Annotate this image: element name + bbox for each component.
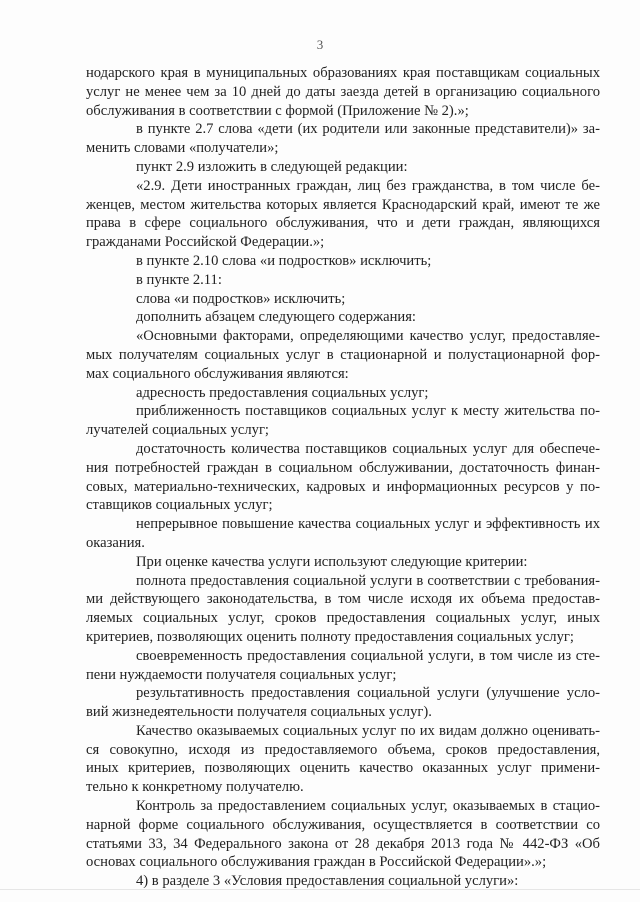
text-line: ми действующего законодательства, в том числе исходя их объема предостав-: [86, 591, 600, 608]
page-number: 3: [316, 37, 324, 52]
text-line: «Основными факторами, определяющими качество услуг, предоставляе-: [136, 328, 600, 345]
text-line: в пункте 2.11:: [136, 271, 222, 288]
text-line: приближенность поставщиков социальных услуг к месту жительства по-: [136, 403, 600, 420]
text-line: лучателей социальных услуг;: [86, 422, 269, 439]
document-body: [86, 64, 600, 891]
text-line: «2.9. Дети иностранных граждан, лиц без гражданства, в том числе бе-: [136, 177, 600, 194]
text-line: пени нуждаемости получателя социальных услуг;: [86, 666, 397, 683]
text-line: тельно к конкретному получателю.: [86, 779, 304, 796]
text-line: адресность предоставления социальных услуг;: [136, 384, 429, 401]
text-line: вий жизнедеятельности получателя социальных услуг).: [86, 704, 432, 721]
text-line: дополнить абзацем следующего содержания:: [136, 309, 416, 326]
text-line: менить словами «получатели»;: [86, 140, 279, 157]
text-line: мах социального обслуживания являются:: [86, 365, 349, 382]
text-line: мых получателям социальных услуг в стационарной и полустационарной фор-: [86, 346, 600, 363]
text-line: обслуживания в соответствии с формой (Приложение № 2).»;: [86, 102, 469, 119]
text-line: достаточность количества поставщиков социальных услуг для обеспече-: [136, 440, 600, 457]
text-line: своевременность предоставления социальной услуги, в том числе из сте-: [136, 647, 600, 664]
text-line: иных критериев, позволяющих оценить качество оказанных услуг примени-: [86, 760, 600, 777]
text-line: в пункте 2.10 слова «и подростков» исключить;: [136, 252, 432, 269]
text-line: 4) в разделе 3 «Условия предоставления социальной услуги»:: [136, 873, 519, 890]
scan-edge: [0, 889, 640, 890]
text-line: непрерывное повышение качества социальных услуг и эффективность их: [136, 516, 600, 533]
text-line: критериев, позволяющих оценить полноту предоставления социальных услуг;: [86, 628, 574, 645]
text-line: совых, материально-технических, кадровых и информационных ресурсов у по-: [86, 478, 600, 495]
text-line: женцев, местом жительства которых является Краснодарский край, имеют те же: [86, 196, 600, 213]
text-line: оказания.: [86, 534, 145, 551]
text-line: слова «и подростков» исключить;: [136, 290, 346, 307]
text-line: услуг не менее чем за 10 дней до даты заезда детей в организацию социального: [86, 83, 600, 100]
text-line: Контроль за предоставлением социальных услуг, оказываемых в стацио-: [136, 798, 600, 815]
text-line: ставщиков социальных услуг;: [86, 497, 273, 514]
text-line: ния потребностей граждан в социальном обслуживании, достаточность финан-: [86, 459, 600, 476]
text-line: Качество оказываемых социальных услуг по их видам должно оценивать-: [136, 722, 600, 739]
text-line: статьями 33, 34 Федерального закона от 28 декабря 2013 года № 442-ФЗ «Об: [86, 835, 600, 852]
text-line: При оценке качества услуги используют следующие критерии:: [136, 553, 528, 570]
text-line: нарной форме социального обслуживания, осуществляется в соответствии со: [86, 816, 600, 833]
text-line: ся совокупно, исходя из предоставляемого объема, сроков предоставления,: [86, 741, 600, 758]
text-line: в пункте 2.7 слова «дети (их родители или законные представители)» за-: [136, 121, 600, 138]
text-line: ляемых социальных услуг, сроков предоставления социальных услуг, иных: [86, 610, 600, 627]
text-line: основах социального обслуживания граждан в Российской Федерации».»;: [86, 854, 547, 871]
text-line: права в сфере социального обслуживания, что и дети граждан, являющихся: [86, 215, 600, 232]
text-line: пункт 2.9 изложить в следующей редакции:: [136, 158, 408, 175]
text-line: полнота предоставления социальной услуги в соответствии с требования-: [136, 572, 600, 589]
text-line: результативность предоставления социальной услуги (улучшение усло-: [136, 685, 600, 702]
text-line: гражданами Российской Федерации.»;: [86, 234, 325, 251]
text-line: нодарского края в муниципальных образованиях края поставщикам социальных: [86, 65, 600, 81]
